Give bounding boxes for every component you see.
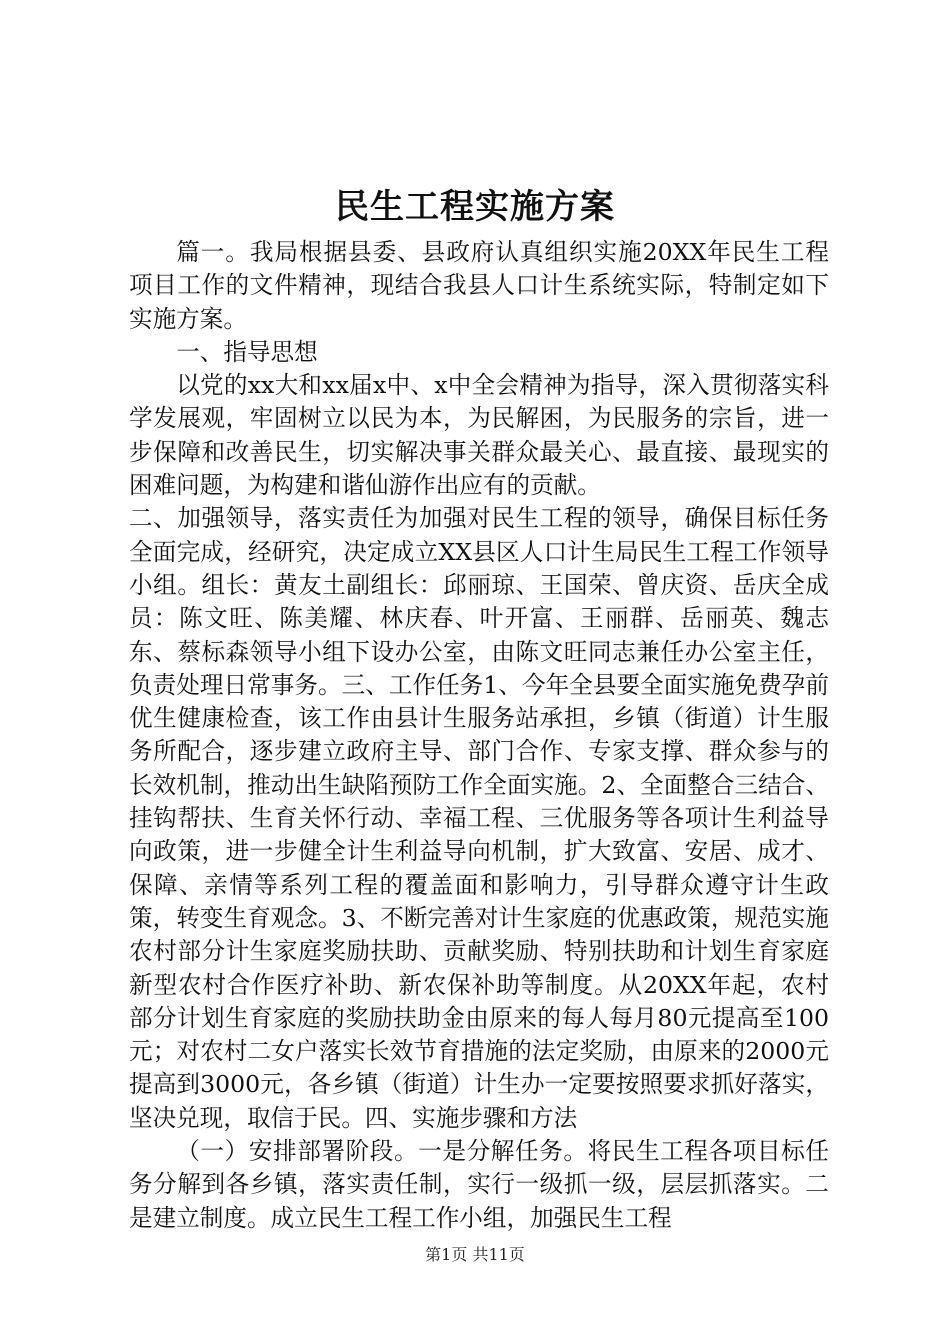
paragraph-guiding-ideology: 以党的xx大和xx届x中、x中全会精神为指导，深入贯彻落实科学发展观，牢固树立以民为本，为民解困，为民服务的宗旨，进一步保障和改善民生，切实解决事关群众最关心、最直接、最现实的困难问题，为构建和谐仙游作出应有的贡献。 xyxy=(129,371,829,500)
heading-guiding-ideology: 一、指导思想 xyxy=(176,337,318,366)
document-body xyxy=(129,236,829,1235)
paragraph-intro: 篇一。我局根据县委、县政府认真组织实施20XX年民生工程项目工作的文件精神，现结合我县人口计生系统实际，特制定如下实施方案。 xyxy=(129,238,829,333)
paragraph-deployment-stage: （一）安排部署阶段。一是分解任务。将民生工程各项目标任务分解到各乡镇，落实责任制，实行一级抓一级，层层抓落实。二是建立制度。成立民生工程工作小组，加强民生工程 xyxy=(129,1137,829,1232)
paragraph-leadership-tasks: 二、加强领导，落实责任为加强对民生工程的领导，确保目标任务全面完成，经研究，决定成立XX县区人口计生局民生工程工作领导小组。组长：黄友土副组长：邱丽琼、王国荣、曾庆资、岳庆全成员：陈文旺、陈美耀、林庆春、叶开富、王丽群、岳丽英、魏志东、蔡标森领导小组下设办公室，由陈文旺同志兼任办公室主任，负责处理日常事务。三、工作任务1、今年全县要全面实施免费孕前优生健康检查，该工作由县计生服务站承担，乡镇（街道）计生服务所配合，逐步建立政府主导、部门合作、专家支撑、群众参与的长效机制，推动出生缺陷预防工作全面实施。2、全面整合三结合、挂钩帮扶、生育关怀行动、幸福工程、三优服务等各项计生利益导向政策，进一步健全计生利益导向机制，扩大致富、安居、成才、保障、亲情等系列工程的覆盖面和影响力，引导群众遵守计生政策，转变生育观念。3、不断完善对计生家庭的优惠政策，规范实施农村部分计生家庭奖励扶助、贡献奖励、特别扶助和计划生育家庭新型农村合作医疗补助、新农保补助等制度。从20XX年起，农村部分计划生育家庭的奖励扶助金由原来的每人每月80元提高至100元；对农村二女户落实长效节育措施的法定奖励，由原来的2000元提高到3000元，各乡镇（街道）计生办一定要按照要求抓好落实，坚决兑现，取信于民。四、实施步骤和方法 xyxy=(129,504,829,1132)
document-title: 民生工程实施方案 xyxy=(335,187,615,227)
page-footer: 第1页 共11页 xyxy=(425,1245,525,1264)
